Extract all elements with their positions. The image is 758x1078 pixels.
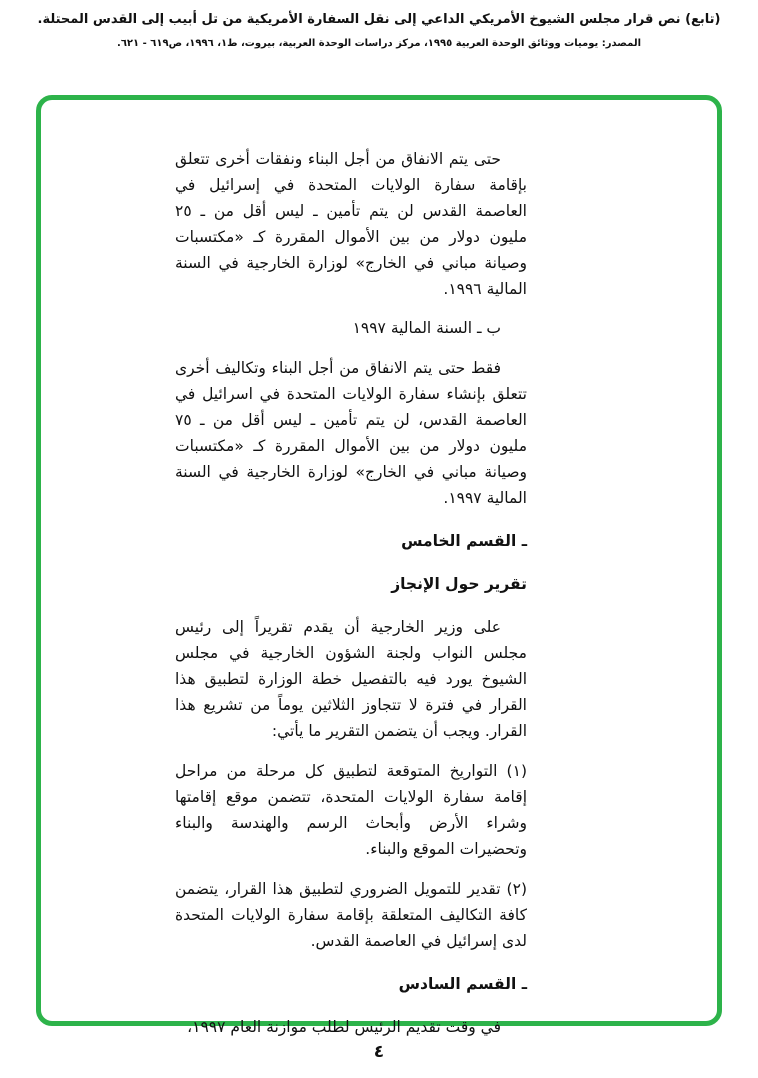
subheading-fiscal-year-1997: ب ـ السنة المالية ١٩٩٧ [352, 319, 501, 337]
page-header [0, 12, 758, 49]
section-heading-five: ـ القسم الخامس [401, 532, 527, 550]
list-item-2: (٢) تقدير للتمويل الضروري لتطبيق هذا القرار، يتضمن كافة التكاليف المتعلقة بإقامة سفارة الولايات المتحدة لدى إسرائيل في العاصمة القدس. [175, 880, 527, 950]
paragraph-budget-request: في وقت تقديم الرئيس لطلب موازنة العام ١٩٩٧، [187, 1018, 501, 1036]
paragraph-fiscal-1997: فقط حتى يتم الانفاق من أجل البناء وتكاليف أخرى تتعلق بإنشاء سفارة الولايات المتحدة في اسرائيل في العاصمة القدس، لن يتم تأمين ـ ليس أقل من ـ ٧٥ مليون دولار من بين الأموال المقررة كـ «مكتسبات وصيانة مباني في الخارج» لوزارة الخارجية في السنة المالية ١٩٩٧. [175, 359, 527, 507]
document-body [175, 146, 527, 1053]
paragraph-fiscal-1996: حتى يتم الانفاق من أجل البناء ونفقات أخرى تتعلق بإقامة سفارة الولايات المتحدة في إسرائيل في العاصمة القدس لن يتم تأمين ـ ليس أقل من ـ ٢٥ مليون دولار من بين الأموال المقررة كـ «مكتسبات وصيانة مباني في الخارج» لوزارة الخارجية في السنة المالية ١٩٩٦. [175, 150, 527, 298]
header-title: (تابع) نص قرار مجلس الشيوخ الأمريكي الداعي إلى نقل السفارة الأمريكية من تل أبيب إلى القدس المحتلة. [37, 12, 721, 27]
document-frame [36, 95, 722, 1036]
section-heading-six: ـ القسم السادس [398, 975, 527, 993]
page-number: ٤ [373, 1042, 385, 1062]
list-item-1: (١) التواريخ المتوقعة لتطبيق كل مرحلة من مراحل إقامة سفارة الولايات المتحدة، تتضمن موقع إقامتها وشراء الأرض وأبحاث الرسم والهندسة والبناء وتحضيرات الموقع والبناء. [175, 762, 527, 858]
paragraph-report-requirement: على وزير الخارجية أن يقدم تقريراً إلى رئيس مجلس النواب ولجنة الشؤون الخارجية في مجلس الشيوخ يورد فيه بالتفصيل خطة الوزارة لتطبيق هذا القرار في فترة لا تتجاوز الثلاثين يوماً من تشريع هذا القرار. ويجب أن يتضمن التقرير ما يأتي: [175, 618, 527, 740]
header-source-citation: المصدر: يوميات ووثائق الوحدة العربية ١٩٩٥، مركز دراسات الوحدة العربية، بيروت، ط١، ١٩٩٦، ص٦١٩ - ٦٢١. [117, 38, 641, 49]
section-subheading-progress-report: تقرير حول الإنجاز [391, 575, 527, 593]
